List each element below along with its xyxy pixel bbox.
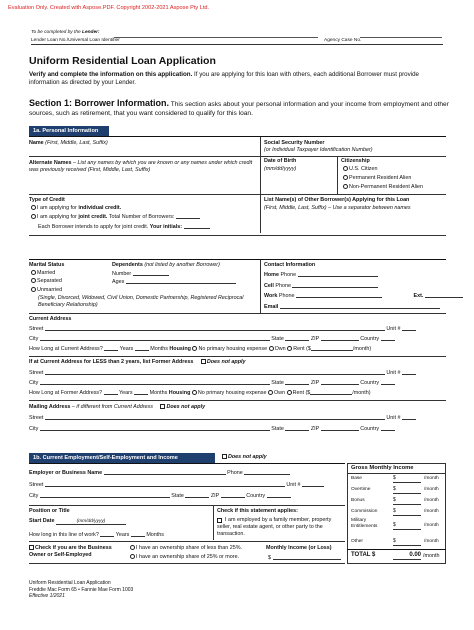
former-years-field[interactable] [104, 389, 118, 395]
income-row-unit: /month [424, 509, 439, 514]
footer-line2: Freddie Mac Form 65 • Fannie Mae Form 1003 [29, 586, 134, 593]
marital-hint: (Single, Divorced, Widowed, Civil Union, Domestic Partnership, Registered Reciprocal Beneficiary Relationship) [38, 295, 244, 309]
radio-icon[interactable] [287, 390, 292, 395]
credit-divider [260, 195, 261, 233]
employer-label: Employer or Business Name Phone [29, 469, 290, 476]
row-divider [29, 400, 446, 401]
line-months-field[interactable] [131, 531, 145, 537]
radio-icon[interactable] [269, 346, 274, 351]
former-how-long: How Long at Former Address? Years Months Housing No primary housing expense Own Rent ($ /month) [29, 390, 371, 396]
former-city-field[interactable] [40, 379, 270, 385]
agency-case-field[interactable] [360, 37, 442, 38]
monthly-income-field[interactable]: $ [268, 554, 341, 561]
contact-label: Contact Information [264, 262, 316, 268]
row-divider [29, 156, 446, 157]
marital-married[interactable]: Married [31, 270, 55, 276]
ext-field[interactable] [425, 292, 463, 298]
radio-icon[interactable] [130, 545, 135, 550]
income-row-field[interactable]: $ [393, 476, 421, 483]
section-1a-rule [29, 136, 446, 137]
ssn-hint: (or Individual Taxpayer Identification Number) [264, 147, 373, 153]
row-divider [29, 563, 345, 564]
total-borrowers-field[interactable] [176, 213, 200, 219]
start-date: Start Date (mm/dd/yyyy) [29, 518, 126, 525]
mailing-city-field[interactable] [40, 425, 270, 431]
income-row-field[interactable]: $ [393, 498, 421, 505]
mailing-state-field[interactable] [285, 425, 309, 431]
work-phone: Work Phone Ext. [264, 292, 463, 299]
section1-header: Section 1: Borrower Information. This section asks about your personal information and your income from employment and other sources, such as retirement, that you want considered to qualify for this loan. [29, 98, 449, 117]
income-row-label: Base [351, 476, 362, 481]
name-ssn-divider [260, 137, 261, 194]
row-divider [29, 313, 446, 314]
radio-icon[interactable] [343, 184, 348, 189]
current-rent-field[interactable] [311, 345, 353, 351]
position-label: Position or Title [29, 508, 70, 514]
income-row-label: Other [351, 539, 363, 544]
dob-hint: (mm/dd/yyyy) [264, 166, 297, 172]
total-label: TOTAL $ [351, 552, 376, 558]
section-1b-bar: 1b. Current Employment/Self-Employment and Income [29, 453, 215, 463]
page-title: Uniform Residential Loan Application [29, 55, 216, 67]
radio-icon[interactable] [31, 278, 36, 283]
name-label: Name (First, Middle, Last, Suffix) [29, 140, 108, 146]
employment-does-not-apply: Does not apply [222, 454, 267, 460]
current-years-field[interactable] [104, 345, 118, 351]
dependents-number-field[interactable] [133, 270, 169, 276]
radio-icon[interactable] [31, 214, 36, 219]
credit-individual-option[interactable]: I am applying for individual credit. [31, 205, 121, 211]
current-state-field[interactable] [285, 335, 309, 341]
family-member-check: I am employed by a family member, property seller, real estate agent, or other party to the transaction. [217, 517, 332, 537]
lender-loan-no-label: Lender Loan No./Universal Loan Identifier [31, 38, 120, 43]
former-state-field[interactable] [285, 379, 309, 385]
radio-icon[interactable] [130, 554, 135, 559]
dob-label: Date of Birth [264, 158, 297, 164]
ownership-less[interactable]: I have an ownership share of less than 25%. [130, 545, 242, 551]
former-zip-field[interactable] [321, 379, 359, 385]
current-city: City State ZIP Country [29, 335, 395, 342]
employer-field[interactable] [104, 469, 226, 475]
checkbox-icon[interactable] [217, 518, 222, 523]
line-of-work: How long in this line of work? Years Months [29, 532, 164, 538]
email-field[interactable] [280, 303, 440, 309]
other-borrowers-label: List Name(s) of Other Borrower(s) Applying for this Loan [264, 197, 410, 203]
employer-street-field[interactable] [45, 481, 285, 487]
dependents-ages-field[interactable] [126, 278, 236, 284]
mailing-address-label: Mailing Address – if different from Current Address Does not apply [29, 404, 206, 410]
radio-icon[interactable] [268, 390, 273, 395]
current-months-field[interactable] [135, 345, 149, 351]
income-row-label: Commission [351, 509, 378, 514]
former-street-field[interactable] [45, 369, 385, 375]
intro-text: Verify and complete the information on this application. If you are applying for this loan with others, each additional Borrower must provide information as directed by your Lender. [29, 71, 419, 87]
citizenship-permanent[interactable]: Permanent Resident Alien [343, 175, 411, 181]
ssn-label: Social Security Number [264, 140, 325, 146]
income-row-unit: /month [424, 487, 439, 492]
lender-loan-no-field[interactable] [114, 37, 318, 38]
income-row-unit: /month [424, 498, 439, 503]
marital-label: Marital Status [29, 262, 65, 268]
watermark-text: Evaluation Only. Created with Aspose.PDF. Copyright 2002-2021 Aspose Pty Ltd. [8, 5, 210, 11]
former-country-field[interactable] [381, 379, 395, 385]
other-borrowers-hint: (First, Middle, Last, Suffix) – Use a separator between names [264, 205, 411, 211]
row-divider [29, 235, 446, 236]
employer-street: Street Unit # [29, 481, 324, 488]
checkbox-icon[interactable] [201, 359, 206, 364]
radio-icon[interactable] [192, 390, 197, 395]
mailing-city: City State ZIP Country [29, 425, 395, 432]
radio-icon[interactable] [31, 205, 36, 210]
former-address-label: If at Current Address for LESS than 2 years, list Former Address Does not apply [29, 359, 246, 365]
line-years-field[interactable] [100, 531, 114, 537]
citizenship-non-permanent[interactable]: Non-Permanent Resident Alien [343, 184, 423, 190]
radio-icon[interactable] [343, 166, 348, 171]
footer-line3: Effective 1/2021 [29, 593, 65, 599]
income-row-label: Overtime [351, 487, 371, 492]
current-how-long: How Long at Current Address? Years Months Housing No primary housing expense Own Rent ($ /month) [29, 346, 372, 352]
employer-phone-field[interactable] [244, 469, 290, 475]
employer-city-field[interactable] [40, 492, 170, 498]
income-row-field[interactable]: $ [393, 539, 421, 546]
credit-joint-option[interactable]: I am applying for joint credit. Total Number of Borrowers: [31, 213, 200, 220]
mailing-street-field[interactable] [45, 414, 385, 420]
dob-citizen-divider [337, 157, 338, 194]
gross-divider [347, 473, 446, 474]
radio-icon[interactable] [31, 287, 36, 292]
mailing-country-field[interactable] [381, 425, 395, 431]
radio-icon[interactable] [287, 346, 292, 351]
radio-icon[interactable] [31, 270, 36, 275]
former-unit-field[interactable] [402, 369, 416, 375]
income-row-unit: /month [424, 476, 439, 481]
income-row-label: Bonus [351, 498, 365, 503]
row-divider [29, 505, 345, 506]
cell-phone: Cell Phone [264, 282, 378, 289]
total-divider [347, 549, 446, 550]
email-label: Email [264, 303, 440, 310]
total-unit: /month [423, 553, 440, 559]
employer-zip-field[interactable] [221, 492, 245, 498]
agency-case-label: Agency Case No. [324, 38, 362, 43]
alternate-names-label: Alternate Names – List any names by which you are known or any names under which credit was previously received (First, Middle, Last, Suffix) [29, 160, 253, 174]
mailing-zip-field[interactable] [321, 425, 359, 431]
citizenship-us[interactable]: U.S. Citizen [343, 166, 377, 172]
start-date-field[interactable]: (mm/dd/yyyy) [56, 519, 126, 525]
income-row-unit: /month [424, 523, 439, 528]
former-months-field[interactable] [134, 389, 148, 395]
citizenship-label: Citizenship [341, 158, 370, 164]
income-row-label: Military Entitlements [351, 518, 378, 529]
income-row-field[interactable]: $ [393, 487, 421, 494]
home-phone: Home Phone [264, 271, 378, 278]
section-rule [29, 259, 446, 260]
radio-icon[interactable] [343, 175, 348, 180]
row-divider [29, 541, 345, 542]
current-city-field[interactable] [40, 335, 270, 341]
employer-country-field[interactable] [267, 492, 291, 498]
dependents-ages: Ages [112, 278, 236, 285]
check-applies-label: Check if this statement applies: [217, 508, 298, 514]
income-row-field[interactable]: $ [393, 509, 421, 516]
mailing-street: Street Unit # [29, 414, 416, 421]
business-owner-check: Check if you are the Business Owner or Self-Employed [29, 545, 112, 558]
current-country-field[interactable] [381, 335, 395, 341]
current-unit-field[interactable] [402, 325, 416, 331]
row-divider [29, 194, 446, 195]
total-value: 0.00 [393, 552, 421, 560]
section-1a-bar: 1a. Personal Information [29, 126, 109, 136]
footer-line1: Uniform Residential Loan Application [29, 580, 111, 586]
former-street: Street Unit # [29, 369, 416, 376]
employer-unit-field[interactable] [302, 481, 324, 487]
initials-field[interactable] [184, 223, 210, 229]
work-phone-field[interactable] [296, 292, 382, 298]
former-rent-field[interactable] [310, 389, 352, 395]
contact-divider [260, 260, 261, 313]
current-street: Street Unit # [29, 325, 416, 332]
employer-state-field[interactable] [185, 492, 209, 498]
employment-divider [213, 506, 214, 540]
dependents-number: Number [112, 270, 169, 277]
current-street-field[interactable] [45, 325, 385, 331]
joint-credit-initials: Each Borrower intends to apply for joint credit. Your initials: [38, 223, 210, 230]
gross-income-title: Gross Monthly Income [351, 465, 414, 471]
credit-type-label: Type of Credit [29, 197, 65, 203]
mailing-unit-field[interactable] [402, 414, 416, 420]
checkbox-icon[interactable] [29, 545, 34, 550]
cell-phone-field[interactable] [292, 282, 378, 288]
monthly-income-label: Monthly Income (or Loss) [266, 545, 332, 551]
current-zip-field[interactable] [321, 335, 359, 341]
employer-city: City State ZIP Country [29, 492, 291, 499]
footer [29, 580, 133, 600]
checkbox-icon[interactable] [160, 404, 165, 409]
current-address-label: Current Address [29, 316, 72, 322]
marital-separated[interactable]: Separated [31, 278, 62, 284]
dependents-label: Dependents (not listed by another Borrower) [112, 262, 220, 268]
lender-divider [31, 44, 443, 45]
marital-unmarried[interactable]: Unmarried [31, 287, 62, 293]
row-divider [29, 356, 446, 357]
radio-icon[interactable] [192, 346, 197, 351]
income-row-field[interactable]: $ [393, 523, 421, 530]
checkbox-icon[interactable] [222, 454, 227, 459]
lender-completed-by: To be completed by the Lender: [31, 30, 100, 35]
income-row-unit: /month [424, 539, 439, 544]
ownership-more[interactable]: I have an ownership share of 25% or more. [130, 554, 239, 560]
home-phone-field[interactable] [298, 271, 378, 277]
section-1b-rule [29, 463, 345, 464]
former-city: City State ZIP Country [29, 379, 395, 386]
